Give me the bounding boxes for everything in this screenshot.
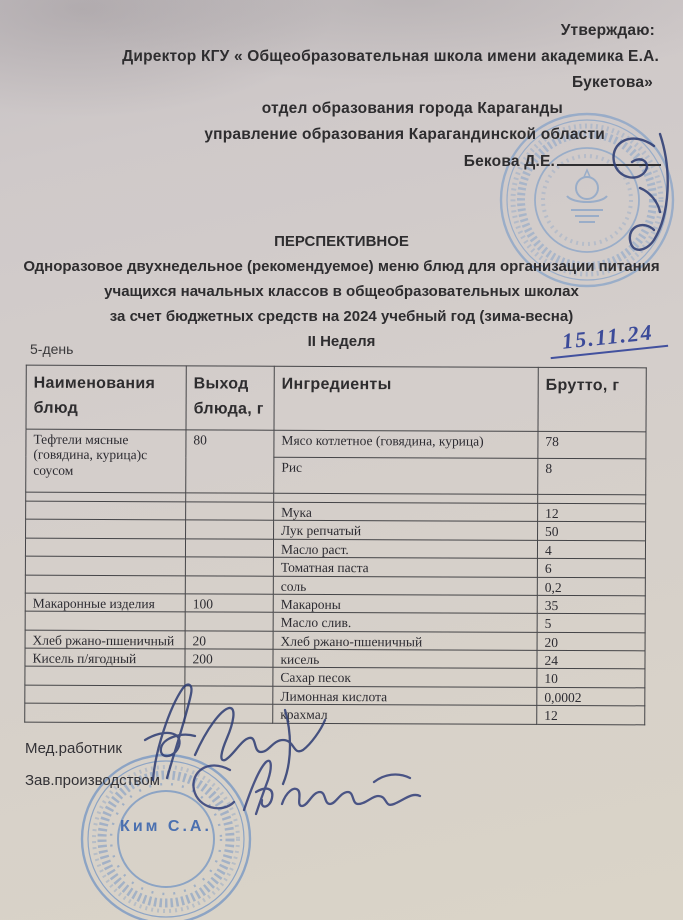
cell-ingredient: Мясо котлетное (говядина, курица) (274, 430, 538, 458)
cell-output (185, 539, 273, 558)
cell-brutto: 6 (537, 559, 645, 578)
cell-brutto (538, 494, 646, 503)
cell-dish-name (26, 501, 186, 520)
title-line-2: Одноразовое двухнедельное (рекомендуемое) меню блюд для организации питания (23, 258, 660, 275)
cell-output: 100 (185, 594, 273, 613)
cell-dish-name (25, 611, 185, 630)
header-output: Выход блюда, г (186, 366, 274, 430)
header-ingredients: Ингредиенты (274, 366, 538, 431)
cell-dish-name: Хлеб ржано-пшеничный (25, 630, 185, 649)
cell-output (186, 520, 274, 539)
cell-output (186, 502, 274, 521)
cell-ingredient: крахмал (273, 704, 537, 724)
director-signature (580, 128, 683, 268)
production-manager-signature (178, 752, 438, 827)
med-worker-label: Мед.работник (25, 740, 122, 757)
cell-brutto: 10 (537, 669, 645, 688)
menu-table (24, 365, 647, 725)
cell-output: 200 (185, 649, 273, 668)
cell-output (185, 557, 273, 576)
cell-brutto: 12 (537, 706, 645, 725)
cell-brutto: 20 (537, 632, 645, 651)
cell-dish-name: Кисель п/ягодный (25, 648, 185, 667)
cell-ingredient: Лук репчатый (274, 521, 538, 541)
table-row (25, 630, 645, 651)
cell-ingredient: Лимонная кислота (273, 686, 537, 706)
cell-dish-name (25, 538, 185, 557)
cell-output (185, 612, 273, 631)
header-dish-name: Наименования блюд (26, 365, 186, 430)
cell-ingredient: кисель (273, 649, 537, 669)
cell-ingredient: Томатная паста (273, 557, 537, 577)
cell-dish-name (25, 556, 185, 575)
cell-brutto: 8 (538, 458, 646, 494)
cell-ingredient: Рис (274, 457, 538, 494)
title-line-1: ПЕРСПЕКТИВНОЕ (274, 233, 409, 250)
title-line-3: учащихся начальных классов в общеобразовательных школах (104, 283, 579, 300)
cell-brutto: 0,2 (537, 577, 645, 596)
title-line-4: за счет бюджетных средств на 2024 учебный год (зима-весна) (109, 308, 574, 325)
table-header-row (26, 365, 646, 432)
cell-ingredient: соль (273, 576, 537, 596)
production-manager-label: Зав.производством (25, 772, 160, 789)
cell-brutto: 0,0002 (537, 687, 645, 706)
approval-line-2: Директор КГУ « Общеобразовательная школа имени академика Е.А. (122, 48, 659, 65)
table-row (26, 429, 646, 459)
cell-dish-name (26, 520, 186, 539)
cell-brutto: 24 (537, 650, 645, 669)
day-label: 5-день (30, 341, 74, 357)
cell-output (185, 575, 273, 594)
cell-ingredient: Масло слив. (273, 612, 537, 632)
cell-ingredient: Масло раст. (273, 539, 537, 559)
approval-line-4: отдел образования города Караганды (261, 100, 563, 117)
cell-brutto: 50 (538, 522, 646, 541)
header-brutto: Брутто, г (538, 367, 646, 431)
cell-output: 80 (186, 430, 274, 493)
handwritten-date: 15.11.24 (548, 318, 668, 359)
cell-output (186, 493, 274, 502)
table-row (25, 593, 645, 614)
approval-line-5: управление образования Карагандинской области (204, 126, 605, 143)
cell-ingredient: Мука (274, 502, 538, 522)
cell-brutto: 5 (537, 614, 645, 633)
cell-brutto: 35 (537, 595, 645, 614)
cell-ingredient: Макароны (273, 594, 537, 614)
table-row (25, 648, 645, 669)
cell-brutto: 4 (537, 540, 645, 559)
approval-line-1: Утверждаю: (560, 22, 655, 39)
cell-dish-name: Тефтели мясные (говядина, курица)с соусом (26, 429, 186, 493)
cell-dish-name: Макаронные изделия (25, 593, 185, 612)
cell-brutto: 12 (538, 503, 646, 522)
cell-brutto: 78 (538, 431, 646, 458)
cell-ingredient: Сахар песок (273, 668, 537, 688)
approval-line-3: Букетова» (572, 74, 653, 91)
cell-dish-name (25, 575, 185, 594)
title-week: II Неделя (307, 333, 376, 350)
cell-ingredient: Хлеб ржано-пшеничный (273, 631, 537, 651)
stamp-name-text: Ким С.А. (120, 818, 212, 835)
cell-output: 20 (185, 630, 273, 649)
approval-signer-name: Бекова Д.Е. (463, 153, 555, 170)
